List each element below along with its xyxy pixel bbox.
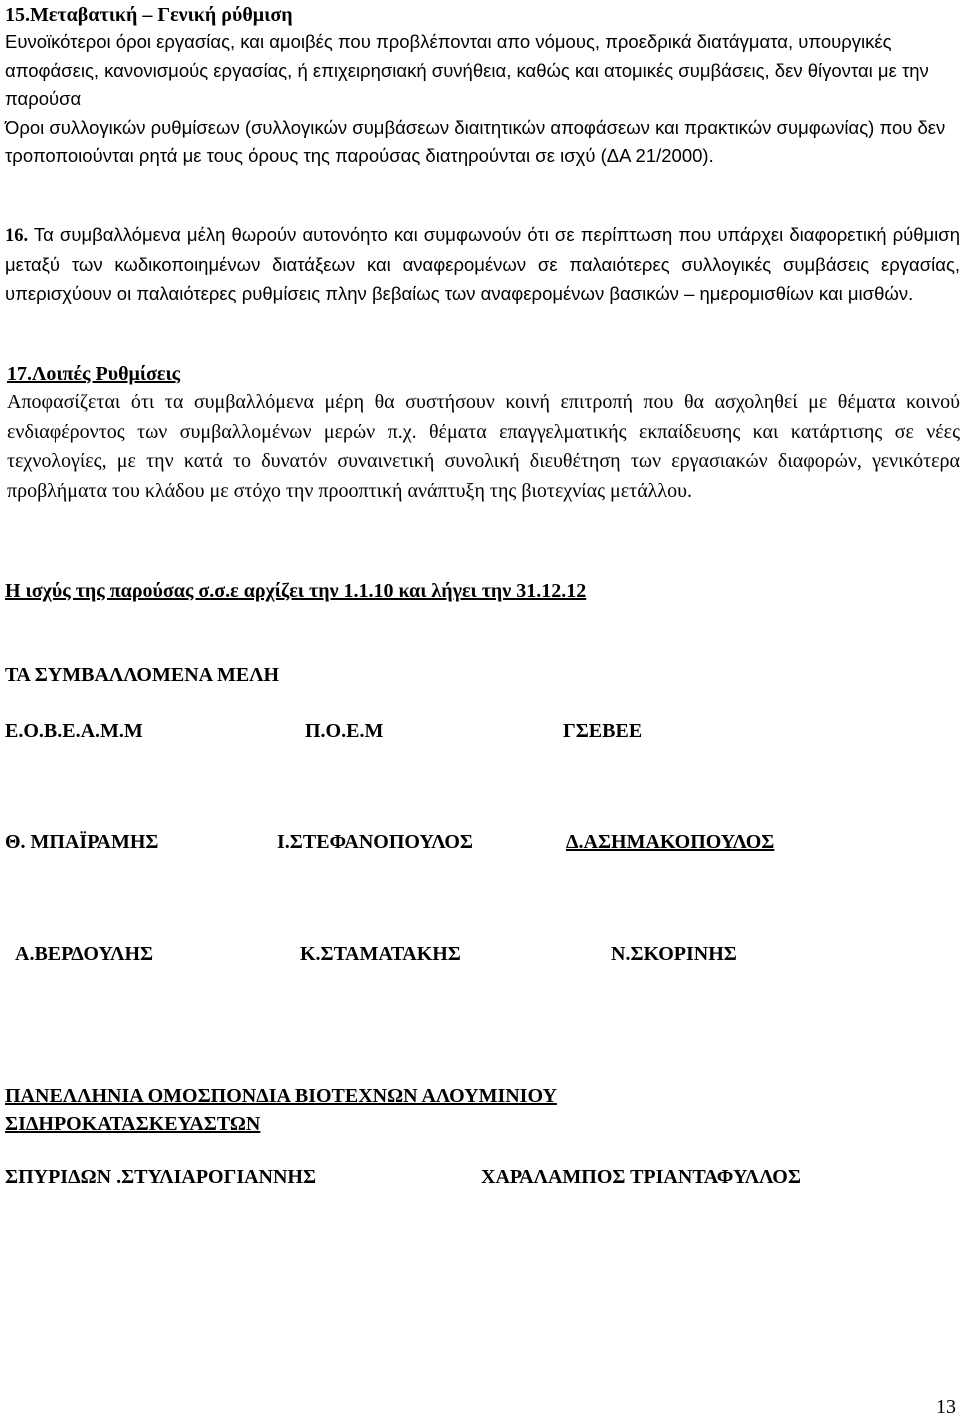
organization-gsevee: ΓΣΕΒΕΕ xyxy=(563,720,643,742)
federation-signatories-row xyxy=(0,1166,960,1194)
organization-eobeamm: Ε.Ο.Β.Ε.Α.Μ.Μ xyxy=(5,720,143,742)
federation-name xyxy=(5,1082,557,1138)
section-16-paragraph xyxy=(5,221,960,308)
federation-name-line-1: ΠΑΝΕΛΛΗΝΙΑ ΟΜΟΣΠΟΝΔΙΑ ΒΙΟΤΕΧΝΩΝ ΑΛΟΥΜΙΝΙΟΥ xyxy=(5,1085,557,1107)
page-number: 13 xyxy=(936,1396,956,1418)
section-17-heading: 17.Λοιπές Ρυθμίσεις xyxy=(7,363,181,385)
section-15-heading: 15.Μεταβατική – Γενική ρύθμιση xyxy=(5,4,293,26)
validity-statement: Η ισχύς της παρούσας σ.σ.ε αρχίζει την 1.1.10 και λήγει την 31.12.12 xyxy=(5,580,587,602)
federation-name-line-2: ΣΙΔΗΡΟΚΑΤΑΣΚΕΥΑΣΤΩΝ xyxy=(5,1113,261,1135)
signatory-triantafyllos: ΧΑΡΑΛΑΜΠΟΣ ΤΡΙΑΝΤΑΦΥΛΛΟΣ xyxy=(481,1166,801,1188)
signatory-asimakopoulos: Δ.ΑΣΗΜΑΚΟΠΟΥΛΟΣ xyxy=(566,831,775,853)
signatory-verdoulis: Α.ΒΕΡΔΟΥΛΗΣ xyxy=(15,943,154,965)
signatories-row-2 xyxy=(0,943,960,971)
organizations-row xyxy=(0,720,960,748)
signatory-styliarogiannis: ΣΠΥΡΙΔΩΝ .ΣΤΥΛΙΑΡΟΓΙΑΝΝΗΣ xyxy=(5,1166,317,1188)
organization-poem: Π.Ο.Ε.Μ xyxy=(305,720,384,742)
section-16-number: 16. xyxy=(5,226,29,246)
signatory-stefanopoulos: Ι.ΣΤΕΦΑΝΟΠΟΥΛΟΣ xyxy=(277,831,473,853)
section-15 xyxy=(5,2,960,171)
section-17-paragraph: Αποφασίζεται ότι τα συμβαλλόμενα μέρη θα συστήσουν κοινή επιτροπή που θα ασχοληθεί με θέματα κοινού ενδιαφέροντος των συμβαλλομένων μερών π.χ. θέματα επαγγελματικής εκπαίδευσης και κατάρτισης σε νέες τεχνολογίες, με την κατά το δυνατόν συναινετική συνολική διευθέτηση των εργασιακών διαφορών, γενικότερα προβλήματα του κλάδου με στόχο την προοπτική ανάπτυξη της βιοτεχνίας μετάλλου. xyxy=(7,391,960,502)
signatory-skorinis: Ν.ΣΚΟΡΙΝΗΣ xyxy=(611,943,737,965)
section-17 xyxy=(5,360,960,506)
section-16-text: Τα συμβαλλόμενα μέλη θωρούν αυτονόητο και συμφωνούν ότι σε περίπτωση που υπάρχει διαφορετική ρύθμιση μεταξύ των κωδικοποιημένων διατάξεων και αναφερομένων σε παλαιότερες συλλογικές συμβάσεις εργασίας, υπερισχύουν οι παλαιότερες ρυθμίσεις πλην βεβαίως των αναφερομένων βασικών – ημερομισθίων και μισθών. xyxy=(5,224,960,304)
signatory-stamatakis: Κ.ΣΤΑΜΑΤΑΚΗΣ xyxy=(300,943,461,965)
signatory-bairamis: Θ. ΜΠΑΪΡΑΜΗΣ xyxy=(5,831,159,853)
parties-title: ΤΑ ΣΥΜΒΑΛΛΟΜΕΝΑ ΜΕΛΗ xyxy=(5,664,280,686)
section-15-paragraph-1: Ευνοϊκότεροι όροι εργασίας, και αμοιβές που προβλέπονται απο νόμους, προεδρικά διατάγματα, υπουργικές αποφάσεις, κανονισμούς εργασίας, ή επιχειρησιακή συνήθεια, καθώς και ατομικές συμβάσεις, δεν θίγονται με την παρούσα xyxy=(5,31,929,110)
section-16 xyxy=(5,221,960,308)
section-15-paragraph-2: Όροι συλλογικών ρυθμίσεων (συλλογικών συμβάσεων διαιτητικών αποφάσεων και πρακτικών συμφωνίας) που δεν τροποποιούνται ρητά με τους όρους της παρούσας διατηρούνται σε ισχύ (ΔΑ 21/2000). xyxy=(5,116,946,167)
signatories-row-1 xyxy=(0,831,960,859)
